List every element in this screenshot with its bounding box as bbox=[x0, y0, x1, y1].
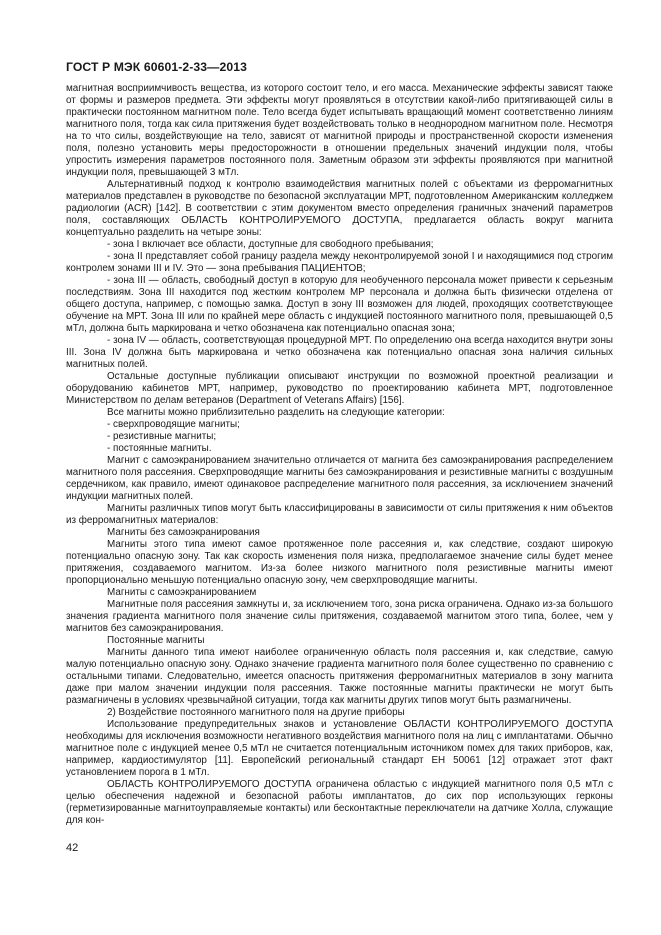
list-item: - зона I включает все области, доступные для свободного пребывания; bbox=[107, 239, 434, 250]
list-item: - постоянные магниты. bbox=[107, 443, 212, 454]
subheading: 2) Воздействие постоянного магнитного поля на другие приборы bbox=[107, 707, 405, 718]
list-item: - зона II представляет собой границу раздела между неконтролируемой зоной I и находящимися под строгим контролем зонами III и IV. Это — зона пребывания ПАЦИЕНТОВ; bbox=[66, 251, 613, 274]
paragraph: Магниты различных типов могут быть классифицированы в зависимости от силы притяжения к ним объектов из ферромагнитных материалов: bbox=[66, 503, 613, 526]
paragraph: ОБЛАСТЬ КОНТРОЛИРУЕМОГО ДОСТУПА ограничена областью с индукцией магнитного поля 0,5 мТл с целью обеспечения надежной и безопасной работы имплантатов, до сих пор использующих герконы (герметизированные магнитоуправляемые контакты) или бесконтактные переключатели на датчике Холла, служащие для кон- bbox=[66, 779, 613, 826]
subheading: Магниты без самоэкранирования bbox=[107, 527, 260, 538]
list-item: - резистивные магниты; bbox=[107, 431, 217, 442]
list-item: - зона III — область, свободный доступ в которую для необученного персонала может привести к серьезным последствиям. Зона III находится под жестким контролем МР персонала и должна быть физически отделена от общего доступа, например, с помощью замка. Доступ в зону III возможен для людей, проходящих соответствующее обучение на МРТ. Зона III или по крайней мере область с индукцией постоянного магнитного поля, превышающей 0,5 мТл, должна быть маркирована и четко обозначена как потенциально опасная зона; bbox=[66, 275, 613, 334]
subheading: Постоянные магниты bbox=[107, 635, 205, 646]
paragraph: Магнит с самоэкранированием значительно отличается от магнита без самоэкранирования распределением магнитного поля рассеяния. Сверхпроводящие магниты без самоэкранирования и резистивные магниты с воздушным сердечником, как правило, имеют одинаковое распределение магнитного поля рассеяния, за исключением значений индукции магнитных полей. bbox=[66, 455, 613, 502]
paragraph: магнитная восприимчивость вещества, из которого состоит тело, и его масса. Механические эффекты зависят также от формы и размеров предмета. Эти эффекты могут проявляться в отсутствии какой-либо притягивающей силы в практически постоянном магнитном поле. Тело всегда будет испытывать вращающий момент соответственно линиям магнитного поля, тогда как сила притяжения будет воздействовать только в неоднородном магнитном поле. Несмотря на то что силы, воздействующие на тело, зависят от магнитной природы и пространственной скорости изменения поля, полезно установить меры предосторожности в отношении предельных значений индукции поля, чтобы упростить измерения параметров постоянного поля. Заметным образом эти эффекты проявляются при магнитной индукции поля, превышающей 3 мТл. bbox=[66, 83, 613, 178]
paragraph: Все магниты можно приблизительно разделить на следующие категории: bbox=[107, 407, 445, 418]
paragraph: Остальные доступные публикации описывают инструкции по возможной проектной реализации и оборудованию кабинетов МРТ, например, руководство по проектированию кабинета МРТ, подготовленное Министерством по делам ветеранов (Department of Veterans Affairs) [156]. bbox=[66, 371, 613, 406]
document-body bbox=[66, 83, 613, 827]
page-number: 42 bbox=[66, 842, 79, 854]
paragraph: Магниты этого типа имеют самое протяженное поле рассеяния и, как следствие, создают широкую потенциально опасную зону. Так как скорость изменения поля низка, предполагаемое значение силы будет менее притяжения, создаваемого магнитом. Из-за более низкого магнитного поля резистивные магниты имеют пропорционально меньшую потенциально опасную зону, чем сверхпроводящие магниты. bbox=[66, 539, 613, 586]
list-item: - сверхпроводящие магниты; bbox=[107, 419, 240, 430]
document-header: ГОСТ Р МЭК 60601-2-33—2013 bbox=[66, 60, 247, 74]
subheading: Магниты с самоэкранированием bbox=[107, 587, 257, 598]
paragraph: Магниты данного типа имеют наиболее ограниченную область поля рассеяния и, как следствие, самую малую потенциально опасную зону. Однако значение градиента магнитного поля более существенно по сравнению с остальными типами. Следовательно, имеется опасность притяжения ферромагнитных материалов в зону магнита даже при малом значении индукции поля рассеяния. Также постоянные магниты практически не могут быть размагничены в условиях чрезвычайной ситуации, тогда как магниты других типов могут быть размагничены. bbox=[66, 647, 613, 706]
paragraph: Альтернативный подход к контролю взаимодействия магнитных полей с объектами из ферромагнитных материалов представлен в руководстве по безопасной эксплуатации МРТ, подготовленном Американским колледжем радиологии (ACR) [142]. В соответствии с этим документом вместо определения граничных значений параметров поля, составляющих ОБЛАСТЬ КОНТРОЛИРУЕМОГО ДОСТУПА, предлагается область вокруг магнита концептуально разделить на четыре зоны: bbox=[66, 179, 613, 238]
list-item: - зона IV — область, соответствующая процедурной МРТ. По определению она всегда находится внутри зоны III. Зона IV должна быть маркирована и четко обозначена как потенциально опасная зона наличия сильных магнитных полей. bbox=[66, 335, 613, 370]
paragraph: Магнитные поля рассеяния замкнуты и, за исключением того, зона риска ограничена. Однако из-за большого значения градиента магнитного поля значение силы притяжения, создаваемой магнитом этого типа, более, чем у магнитов без самоэкранирования. bbox=[66, 599, 613, 634]
paragraph: Использование предупредительных знаков и установление ОБЛАСТИ КОНТРОЛИРУЕМОГО ДОСТУПА необходимы для исключения возможности негативного воздействия магнитного поля на лиц с имплантатами. Обычно магнитное поле с индукцией менее 0,5 мТл не считается потенциальным источником помех для таких приборов, как, например, кардиостимулятор [11]. Европейский региональный стандарт EH 50061 [12] отражает этот факт установлением порога в 1 мТл. bbox=[66, 719, 613, 778]
